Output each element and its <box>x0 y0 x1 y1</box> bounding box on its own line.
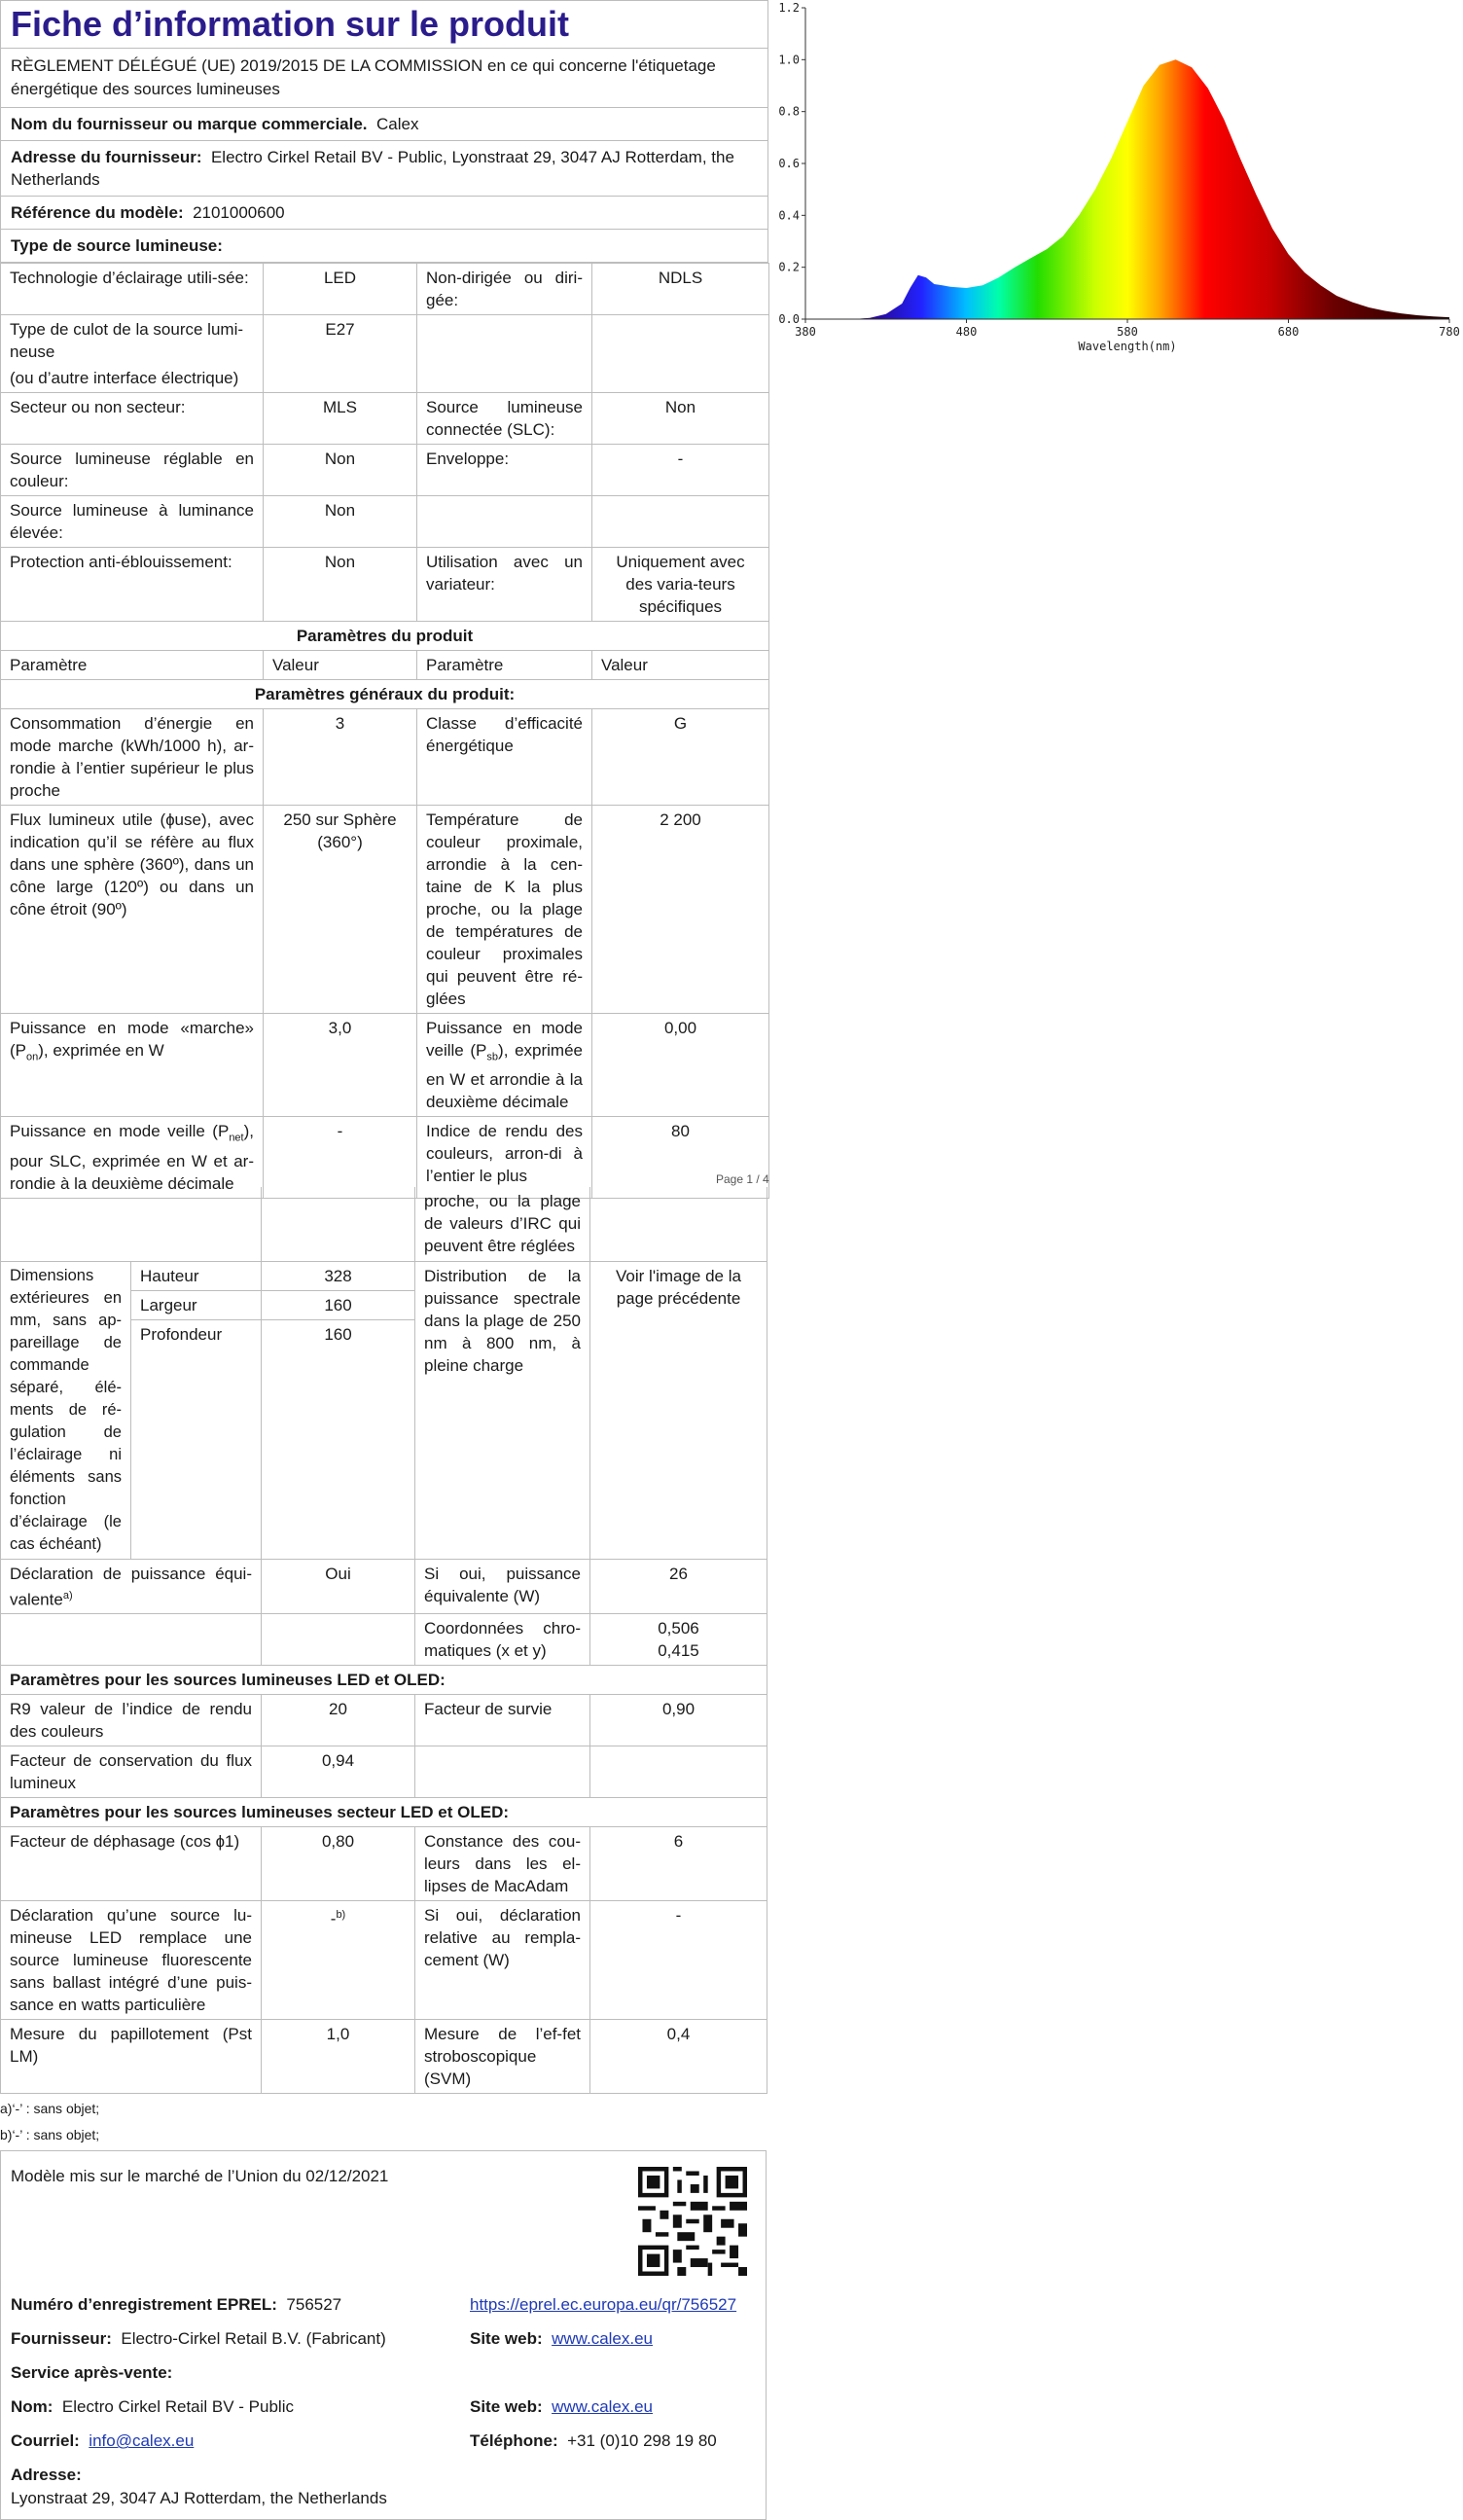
empty-cell <box>262 1614 415 1666</box>
flicker-label: Mesure du papillotement (Pst LM) <box>1 2020 262 2094</box>
website-row: Site web: www.calex.eu <box>470 2329 654 2349</box>
height-label: Hauteur <box>131 1261 262 1290</box>
x-tick-label: 380 <box>795 325 816 339</box>
chromaticity-value: 0,506 0,415 <box>590 1614 767 1666</box>
dimmable-value: Uniquement avec des varia-teurs spécifiques <box>592 548 769 622</box>
eprel-link[interactable]: https://eprel.ec.europa.eu/qr/756527 <box>470 2295 737 2315</box>
model-ref-row <box>1 197 768 230</box>
depth-label: Profondeur <box>131 1320 262 1559</box>
luminous-flux-label: Flux lumineux utile (ɸuse), avec indication qu’il se réfère au flux dans une sphère (360º), dans un cône large (120º) ou dans un cône étroit (90º) <box>1 806 264 1014</box>
on-mode-power-label: Puissance en mode «marche» $(P_{on})$, exprimée en W <box>1 1014 264 1117</box>
cct-value: 2 200 <box>592 806 769 1014</box>
networked-standby-label: Puissance en mode veille $(P_{net})$, pour SLC, exprimée en W et ar-rondie à la deuxième décimale <box>1 1117 264 1198</box>
mains-value: MLS <box>264 393 417 445</box>
energy-consumption-label: Consommation d’énergie en mode marche (kWh/1000 h), ar-rondie à l’entier supérieur le plus proche <box>1 709 264 806</box>
model-ref-label: Référence du modèle: <box>11 203 184 222</box>
dimensions-label: Dimensions extérieures en mm, sans ap-pareillage de commande séparé, élé-ments de ré-gulation de l’éclairage ni éléments sans fonction d’éclairage (le cas échéant) <box>1 1261 131 1559</box>
height-value: 328 <box>262 1261 415 1290</box>
directional-value: NDLS <box>592 264 769 315</box>
tunable-value: Non <box>264 445 417 496</box>
r9-label: R9 valeur de l’indice de rendu des couleurs <box>1 1695 262 1746</box>
tunable-label: Source lumineuse réglable en couleur: <box>1 445 264 496</box>
equivalent-watt-value: 26 <box>590 1559 767 1614</box>
cap-value: E27 <box>264 315 417 393</box>
footnote-a: a)‘-’ : sans objet; <box>0 2101 100 2117</box>
displacement-factor-label: Facteur de déphasage (cos ɸ1) <box>1 1827 262 1901</box>
y-tick-label: 0.4 <box>778 208 800 223</box>
equivalent-power-label: Déclaration de puissance équi-valente$^{a)}$ <box>1 1559 262 1614</box>
replacement-claim-value: - <box>590 1901 767 2020</box>
col-param-header: Paramètre <box>417 651 592 680</box>
led-replacement-value: -$^{b)}$ <box>262 1901 415 2020</box>
after-sales-heading: Service après-vente: <box>11 2363 173 2383</box>
spd-label: Distribution de la puissance spectrale dans la plage de 250 nm à 800 nm, à pleine charge <box>415 1261 590 1559</box>
supplier-address-value: Electro Cirkel Retail BV - Public, Lyonstraat 29, 3047 AJ Rotterdam, the Netherlands <box>11 148 734 189</box>
empty-cell <box>417 315 592 393</box>
x-tick-label: 580 <box>1117 325 1138 339</box>
supplier-name-value: Calex <box>375 115 419 133</box>
empty-cell <box>417 496 592 548</box>
led-replacement-label: Déclaration qu’une source lu-mineuse LED remplace une source lumineuse fluorescente sans ballast intégré d’une puis-sance en watts particulière <box>1 1901 262 2020</box>
dimmable-label: Utilisation avec un variateur: <box>417 548 592 622</box>
general-params-title: Paramètres généraux du produit: <box>1 680 769 709</box>
regulation-text: RÈGLEMENT DÉLÉGUÉ (UE) 2019/2015 DE LA COMMISSION en ce qui concerne l'étiquetage énergétique des sources lumineuses <box>1 49 768 108</box>
efficiency-class-value: G <box>592 709 769 806</box>
page-title: Fiche d’information sur le produit <box>1 1 768 49</box>
r9-value: 20 <box>262 1695 415 1746</box>
cap-label-2: (ou d’autre interface électrique) <box>10 369 239 387</box>
chromaticity-label: Coordonnées chro-matiques (x et y) <box>415 1614 590 1666</box>
led-params-title: Paramètres pour les sources lumineuses LED et OLED: <box>1 1666 767 1695</box>
y-tick-label: 0.0 <box>778 312 800 326</box>
standby-power-value: 0,00 <box>592 1014 769 1117</box>
tech-label: Technologie d’éclairage utili-sée: <box>1 264 264 315</box>
supplier-name-label: Nom du fournisseur ou marque commerciale. <box>11 115 368 133</box>
params-table-continued <box>0 1187 767 2094</box>
service-name-row: Nom: Electro Cirkel Retail BV - Public <box>11 2397 294 2417</box>
macadam-value: 6 <box>590 1827 767 1901</box>
envelope-value: - <box>592 445 769 496</box>
y-tick-label: 0.2 <box>778 260 800 274</box>
x-tick-label: 480 <box>955 325 978 339</box>
width-value: 160 <box>262 1290 415 1319</box>
lumen-maintenance-value: 0,94 <box>262 1746 415 1798</box>
phone-row: Téléphone: +31 (0)10 298 19 80 <box>470 2431 717 2451</box>
energy-consumption-value: 3 <box>264 709 417 806</box>
page-number: Page 1 / 4 <box>716 1172 769 1186</box>
equivalent-watt-label: Si oui, puissance équivalente (W) <box>415 1559 590 1614</box>
email-row: Courriel: info@calex.eu <box>11 2431 195 2451</box>
replacement-claim-label: Si oui, déclaration relative au rempla-cement (W) <box>415 1901 590 2020</box>
model-ref-value: 2101000600 <box>193 203 285 222</box>
empty-cell <box>592 315 769 393</box>
website-link[interactable]: www.calex.eu <box>552 2329 654 2349</box>
y-tick-label: 1.0 <box>778 53 800 67</box>
slc-label: Source lumineuse connectée (SLC): <box>417 393 592 445</box>
eprel-row: Numéro d’enregistrement EPREL: 756527 <box>11 2295 342 2315</box>
anti-glare-label: Protection anti-éblouissement: <box>1 548 264 622</box>
high-luminance-label: Source lumineuse à luminance élevée: <box>1 496 264 548</box>
product-params-title: Paramètres du produit <box>1 622 769 651</box>
spectrum-svg <box>768 0 1463 370</box>
empty-cell <box>590 1187 767 1261</box>
cri-label-bottom: proche, ou la plage de valeurs d’IRC qui peuvent être réglées <box>415 1187 590 1261</box>
cap-label <box>1 315 264 393</box>
light-source-type-heading: Type de source lumineuse: <box>1 230 768 263</box>
footnote-b: b)‘-’ : sans objet; <box>0 2127 100 2143</box>
macadam-label: Constance des cou-leurs dans les el-lipses de MacAdam <box>415 1827 590 1901</box>
y-tick-label: 0.6 <box>778 157 800 170</box>
email-link[interactable]: info@calex.eu <box>89 2431 195 2451</box>
spectrum-chart <box>768 0 1463 370</box>
tech-value: LED <box>264 264 417 315</box>
spd-value: Voir l'image de la page précédente <box>590 1261 767 1559</box>
y-tick-label: 0.8 <box>778 104 800 119</box>
cct-label: Température de couleur proximale, arrondie à la cen-taine de K la plus proche, ou la plage de températures de couleur proximales qui peuvent être ré-glées <box>417 806 592 1014</box>
on-mode-power-value: 3,0 <box>264 1014 417 1117</box>
col-value-header: Valeur <box>592 651 769 680</box>
supplier-name-row <box>1 108 768 141</box>
efficiency-class-label: Classe d’efficacité énergétique <box>417 709 592 806</box>
service-website-link[interactable]: www.calex.eu <box>552 2397 654 2417</box>
flicker-value: 1,0 <box>262 2020 415 2094</box>
manufacturer-row: Fournisseur: Electro-Cirkel Retail B.V. (Fabricant) <box>11 2329 386 2349</box>
lumen-maintenance-label: Facteur de conservation du flux lumineux <box>1 1746 262 1798</box>
col-param-header: Paramètre <box>1 651 264 680</box>
stroboscopic-value: 0,4 <box>590 2020 767 2094</box>
page-2 <box>0 1187 767 2520</box>
stroboscopic-label: Mesure de l’ef-fet stroboscopique (SVM) <box>415 2020 590 2094</box>
page-1 <box>0 0 768 1199</box>
mains-label: Secteur ou non secteur: <box>1 393 264 445</box>
equivalent-power-value: Oui <box>262 1559 415 1614</box>
cri-value: 80 <box>592 1117 769 1198</box>
supplier-address-row <box>1 141 768 197</box>
anti-glare-value: Non <box>264 548 417 622</box>
light-source-table <box>0 263 769 1199</box>
mains-led-params-title: Paramètres pour les sources lumineuses secteur LED et OLED: <box>1 1798 767 1827</box>
empty-cell <box>262 1187 415 1261</box>
empty-cell <box>1 1614 262 1666</box>
cap-label-1: Type de culot de la source lumi-neuse <box>10 320 244 361</box>
market-date: Modèle mis sur le marché de l’Union du 02/12/2021 <box>11 2167 389 2186</box>
spectrum-area <box>805 59 1449 319</box>
slc-value: Non <box>592 393 769 445</box>
col-value-header: Valeur <box>264 651 417 680</box>
x-axis-label: Wavelength(nm) <box>1078 340 1177 353</box>
networked-standby-value: - <box>264 1117 417 1198</box>
header-table <box>0 0 768 263</box>
empty-cell <box>592 496 769 548</box>
empty-cell <box>590 1746 767 1798</box>
x-tick-label: 680 <box>1277 325 1300 339</box>
high-luminance-value: Non <box>264 496 417 548</box>
survival-factor-value: 0,90 <box>590 1695 767 1746</box>
empty-cell <box>1 1187 262 1261</box>
qr-code-icon[interactable] <box>638 2167 747 2276</box>
depth-value: 160 <box>262 1320 415 1559</box>
address-heading: Adresse: <box>11 2466 82 2485</box>
address-value: Lyonstraat 29, 3047 AJ Rotterdam, the Netherlands <box>11 2489 387 2508</box>
cri-label-top: Indice de rendu des couleurs, arron-di à l’entier le plus <box>417 1117 592 1198</box>
luminous-flux-value: 250 sur Sphère (360°) <box>264 806 417 1014</box>
envelope-label: Enveloppe: <box>417 445 592 496</box>
width-label: Largeur <box>131 1290 262 1319</box>
standby-power-label: Puissance en mode veille $(P_{sb})$, exprimée en W et arrondie à la deuxième décimale <box>417 1014 592 1117</box>
directional-label: Non-dirigée ou diri-gée: <box>417 264 592 315</box>
survival-factor-label: Facteur de survie <box>415 1695 590 1746</box>
x-tick-label: 780 <box>1439 325 1460 339</box>
empty-cell <box>415 1746 590 1798</box>
service-website-row: Site web: www.calex.eu <box>470 2397 654 2417</box>
y-tick-label: 1.2 <box>778 1 800 15</box>
supplier-address-label: Adresse du fournisseur: <box>11 148 202 166</box>
displacement-factor-value: 0,80 <box>262 1827 415 1901</box>
footer-box <box>0 2150 767 2520</box>
